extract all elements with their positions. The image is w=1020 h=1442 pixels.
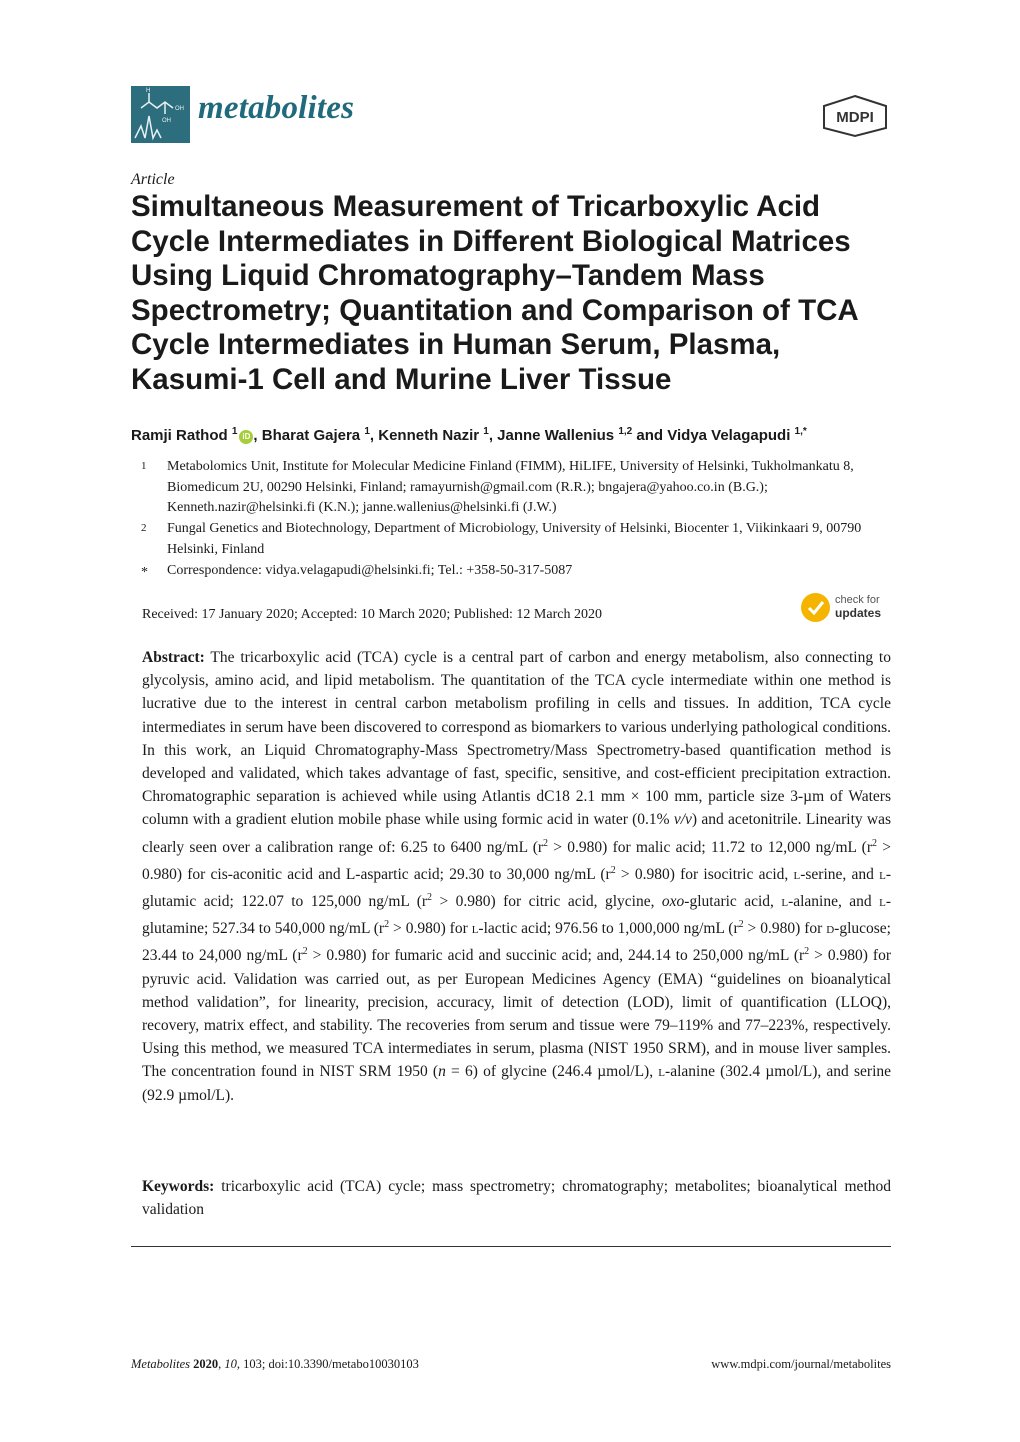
author-name[interactable]: Kenneth Nazir	[378, 427, 480, 444]
mdpi-logo	[820, 94, 890, 138]
affiliation-mark: 1	[141, 460, 147, 472]
author-separator: ,	[488, 427, 498, 444]
author-name[interactable]: Janne Wallenius	[497, 427, 615, 444]
author-separator: and	[632, 427, 668, 444]
abstract-text: > 0.980) for	[389, 920, 472, 938]
author-separator: ,	[369, 427, 379, 444]
abstract-label: Abstract:	[142, 649, 205, 666]
author-name[interactable]: Bharat Gajera	[261, 427, 361, 444]
affiliation-text: Fungal Genetics and Biotechnology, Department of Microbiology, University of Helsinki, Biocenter 1, Viikinkaari 9, 00790 Helsinki, Finland	[167, 521, 862, 557]
superscript: 2	[610, 864, 616, 876]
footer-doi[interactable]: , 103; doi:10.3390/metabo10030103	[236, 1357, 419, 1371]
abstract-text: > 0.980) for isocitric acid,	[615, 865, 794, 883]
citation-footer: Metabolites 2020, 10, 103; doi:10.3390/metabo10030103	[131, 1357, 419, 1371]
check-updates-line2: updates	[835, 606, 882, 620]
logo-text-oh: OH	[175, 106, 184, 112]
metabolites-logo-icon	[131, 86, 190, 143]
author-affiliation-mark: 1	[483, 426, 489, 437]
logo-text-h: H	[146, 88, 151, 94]
affiliation-text: Metabolomics Unit, Institute for Molecular Medicine Finland (FIMM), HiLIFE, University of Helsinki, Tukholmankatu 8, Biomedicum 2U, 00290 Helsinki, Finland; ramayurnish@gmail.com (R.R.); bngajera@yahoo.co.in (B.G.); Kenneth.nazir@helsinki.fi (K.N.); janne.wallenius@helsinki.fi (J.W.)	[167, 459, 854, 515]
superscript: 2	[738, 919, 744, 931]
superscript: 2	[543, 837, 549, 849]
abstract-text: -lactic acid; 976.56 to 1,000,000 ng/mL (r	[478, 920, 739, 938]
abstract-text: v/v	[673, 811, 692, 829]
author-affiliation-mark: 1	[364, 426, 370, 437]
abstract-text: > 0.980) for fumaric acid and succinic acid; and, 244.14 to 250,000 ng/mL (r	[307, 947, 805, 965]
author-affiliation-mark: 1	[231, 426, 238, 437]
small-caps: l	[879, 865, 886, 883]
journal-url-link[interactable]: www.mdpi.com/journal/metabolites	[711, 1357, 891, 1371]
affiliation-mark: *	[141, 565, 148, 580]
abstract-text: > 0.980) for	[743, 920, 827, 938]
journal-logo	[131, 86, 190, 143]
abstract-text: > 0.980) for malic acid; 11.72 to 12,000 ng/mL (r	[548, 838, 872, 856]
small-caps: l	[658, 1063, 666, 1081]
abstract-text: -glutamic acid; 122.07 to 125,000 ng/mL (r	[142, 865, 891, 911]
abstract-text: -glucose; 23.44 to 24,000 ng/mL (r	[142, 920, 891, 965]
abstract	[142, 646, 891, 1107]
correspondence: Correspondence: vidya.velagapudi@helsinki.fi; Tel.: +358-50-317-5087	[167, 563, 573, 578]
abstract-text: -alanine (302.4 µmol/L), and serine (92.9 µmol/L).	[142, 1063, 892, 1104]
journal-name: metabolites	[198, 90, 355, 126]
abstract-text: > 0.980) for pyruvic acid. Validation was carried out, as per European Medicines Agency (EMA) “guidelines on bioanalytical method validation”, for linearity, precision, accuracy, limit of detection (LOD), limit of quantification (LLOQ), recovery, matrix effect, and stability. The recoveries from serum and tissue were 79–119% and 77–223%, respectively. Using this method, we measured TCA intermediates in serum, plasma (NIST 1950 SRM), and in mouse liver samples. The concentration found in NIST SRM 1950 (	[142, 947, 892, 1081]
superscript: 2	[427, 892, 433, 904]
small-caps: l	[781, 893, 789, 911]
abstract-text: -glutamine; 527.34 to 540,000 ng/mL (r	[142, 893, 891, 938]
abstract-text: The tricarboxylic acid (TCA) cycle is a central part of carbon and energy metabolism, also connecting to glycolysis, amino acid, and lipid metabolism. The quantitation of the TCA cycle intermediate within one method is lucrative due to the interest in central carbon metabolism profiling in cells and tissues. In addition, TCA cycle intermediates in serum have been discovered to correspond as biomarkers to various underlying pathological conditions. In this work, an Liquid Chromatography-Mass Spectrometry/Mass Spectrometry-based quantification method is developed and validated, which takes advantage of fast, specific, sensitive, and cost-efficient precipitation extraction. Chromatographic separation is achieved while using Atlantis dC18 2.1 mm × 100 mm, particle size 3-µm of Waters column with a gradient elution mobile phase while using formic acid in water (0.1%	[142, 649, 891, 829]
check-icon	[801, 593, 830, 622]
check-updates-line1: check for	[835, 594, 880, 606]
superscript: 2	[872, 837, 877, 849]
abstract-text: oxo	[661, 893, 685, 911]
author-name[interactable]: Vidya Velagapudi	[667, 427, 791, 444]
small-caps: d	[826, 920, 835, 938]
author-affiliation-mark: 1,*	[794, 426, 807, 437]
footer-volume: 10	[224, 1357, 237, 1371]
abstract-text: -serine, and	[800, 865, 880, 883]
abstract-text: n	[438, 1063, 446, 1081]
affiliation-mark: 2	[141, 522, 147, 534]
footer-year: 2020	[193, 1357, 219, 1371]
abstract-text: -glutaric acid,	[684, 893, 782, 911]
abstract-text: -alanine, and	[788, 893, 880, 911]
small-caps: l	[879, 893, 886, 911]
keywords-text: tricarboxylic acid (TCA) cycle; mass spectrometry; chromatography; metabolites; bioanalytical method validation	[142, 1178, 891, 1218]
article-type: Article	[131, 171, 175, 188]
logo-text-oh: OH	[162, 118, 171, 124]
author-name[interactable]: Ramji Rathod	[131, 427, 228, 444]
abstract-text: ) and acetonitrile. Linearity was clearly seen over a calibration range of: 6.25 to 6400 ng/mL (r	[142, 811, 891, 856]
small-caps: l	[471, 920, 479, 938]
article-title: Simultaneous Measurement of Tricarboxylic Acid Cycle Intermediates in Different Biological Matrices Using Liquid Chromatography–Tandem Mass Spectrometry; Quantitation and Comparison of TCA Cycle Intermediates in Human Serum, Plasma, Kasumi-1 Cell and Murine Liver Tissue	[131, 190, 858, 396]
footer-journal: Metabolites	[131, 1357, 191, 1371]
check-for-updates-button[interactable]	[801, 593, 893, 625]
abstract-text: > 0.980) for cis-aconitic acid and L-aspartic acid; 29.30 to 30,000 ng/mL (r	[142, 838, 891, 883]
author-affiliation-mark: 1,2	[618, 426, 633, 437]
publication-dates: Received: 17 January 2020; Accepted: 10 March 2020; Published: 12 March 2020	[142, 607, 602, 622]
divider	[131, 1246, 891, 1247]
author-list	[131, 426, 891, 444]
superscript: 2	[302, 946, 308, 958]
superscript: 2	[384, 919, 390, 931]
author-separator: ,	[253, 427, 262, 444]
abstract-text: = 6) of glycine (246.4 µmol/L),	[445, 1063, 659, 1081]
orcid-icon[interactable]: iD	[239, 430, 253, 444]
keywords	[142, 1175, 891, 1221]
mdpi-logo-text: MDPI	[836, 109, 874, 126]
keywords-label: Keywords:	[142, 1178, 215, 1195]
superscript: 2	[804, 946, 810, 958]
abstract-text: > 0.980) for citric acid, glycine,	[432, 893, 662, 911]
small-caps: l	[793, 865, 801, 883]
